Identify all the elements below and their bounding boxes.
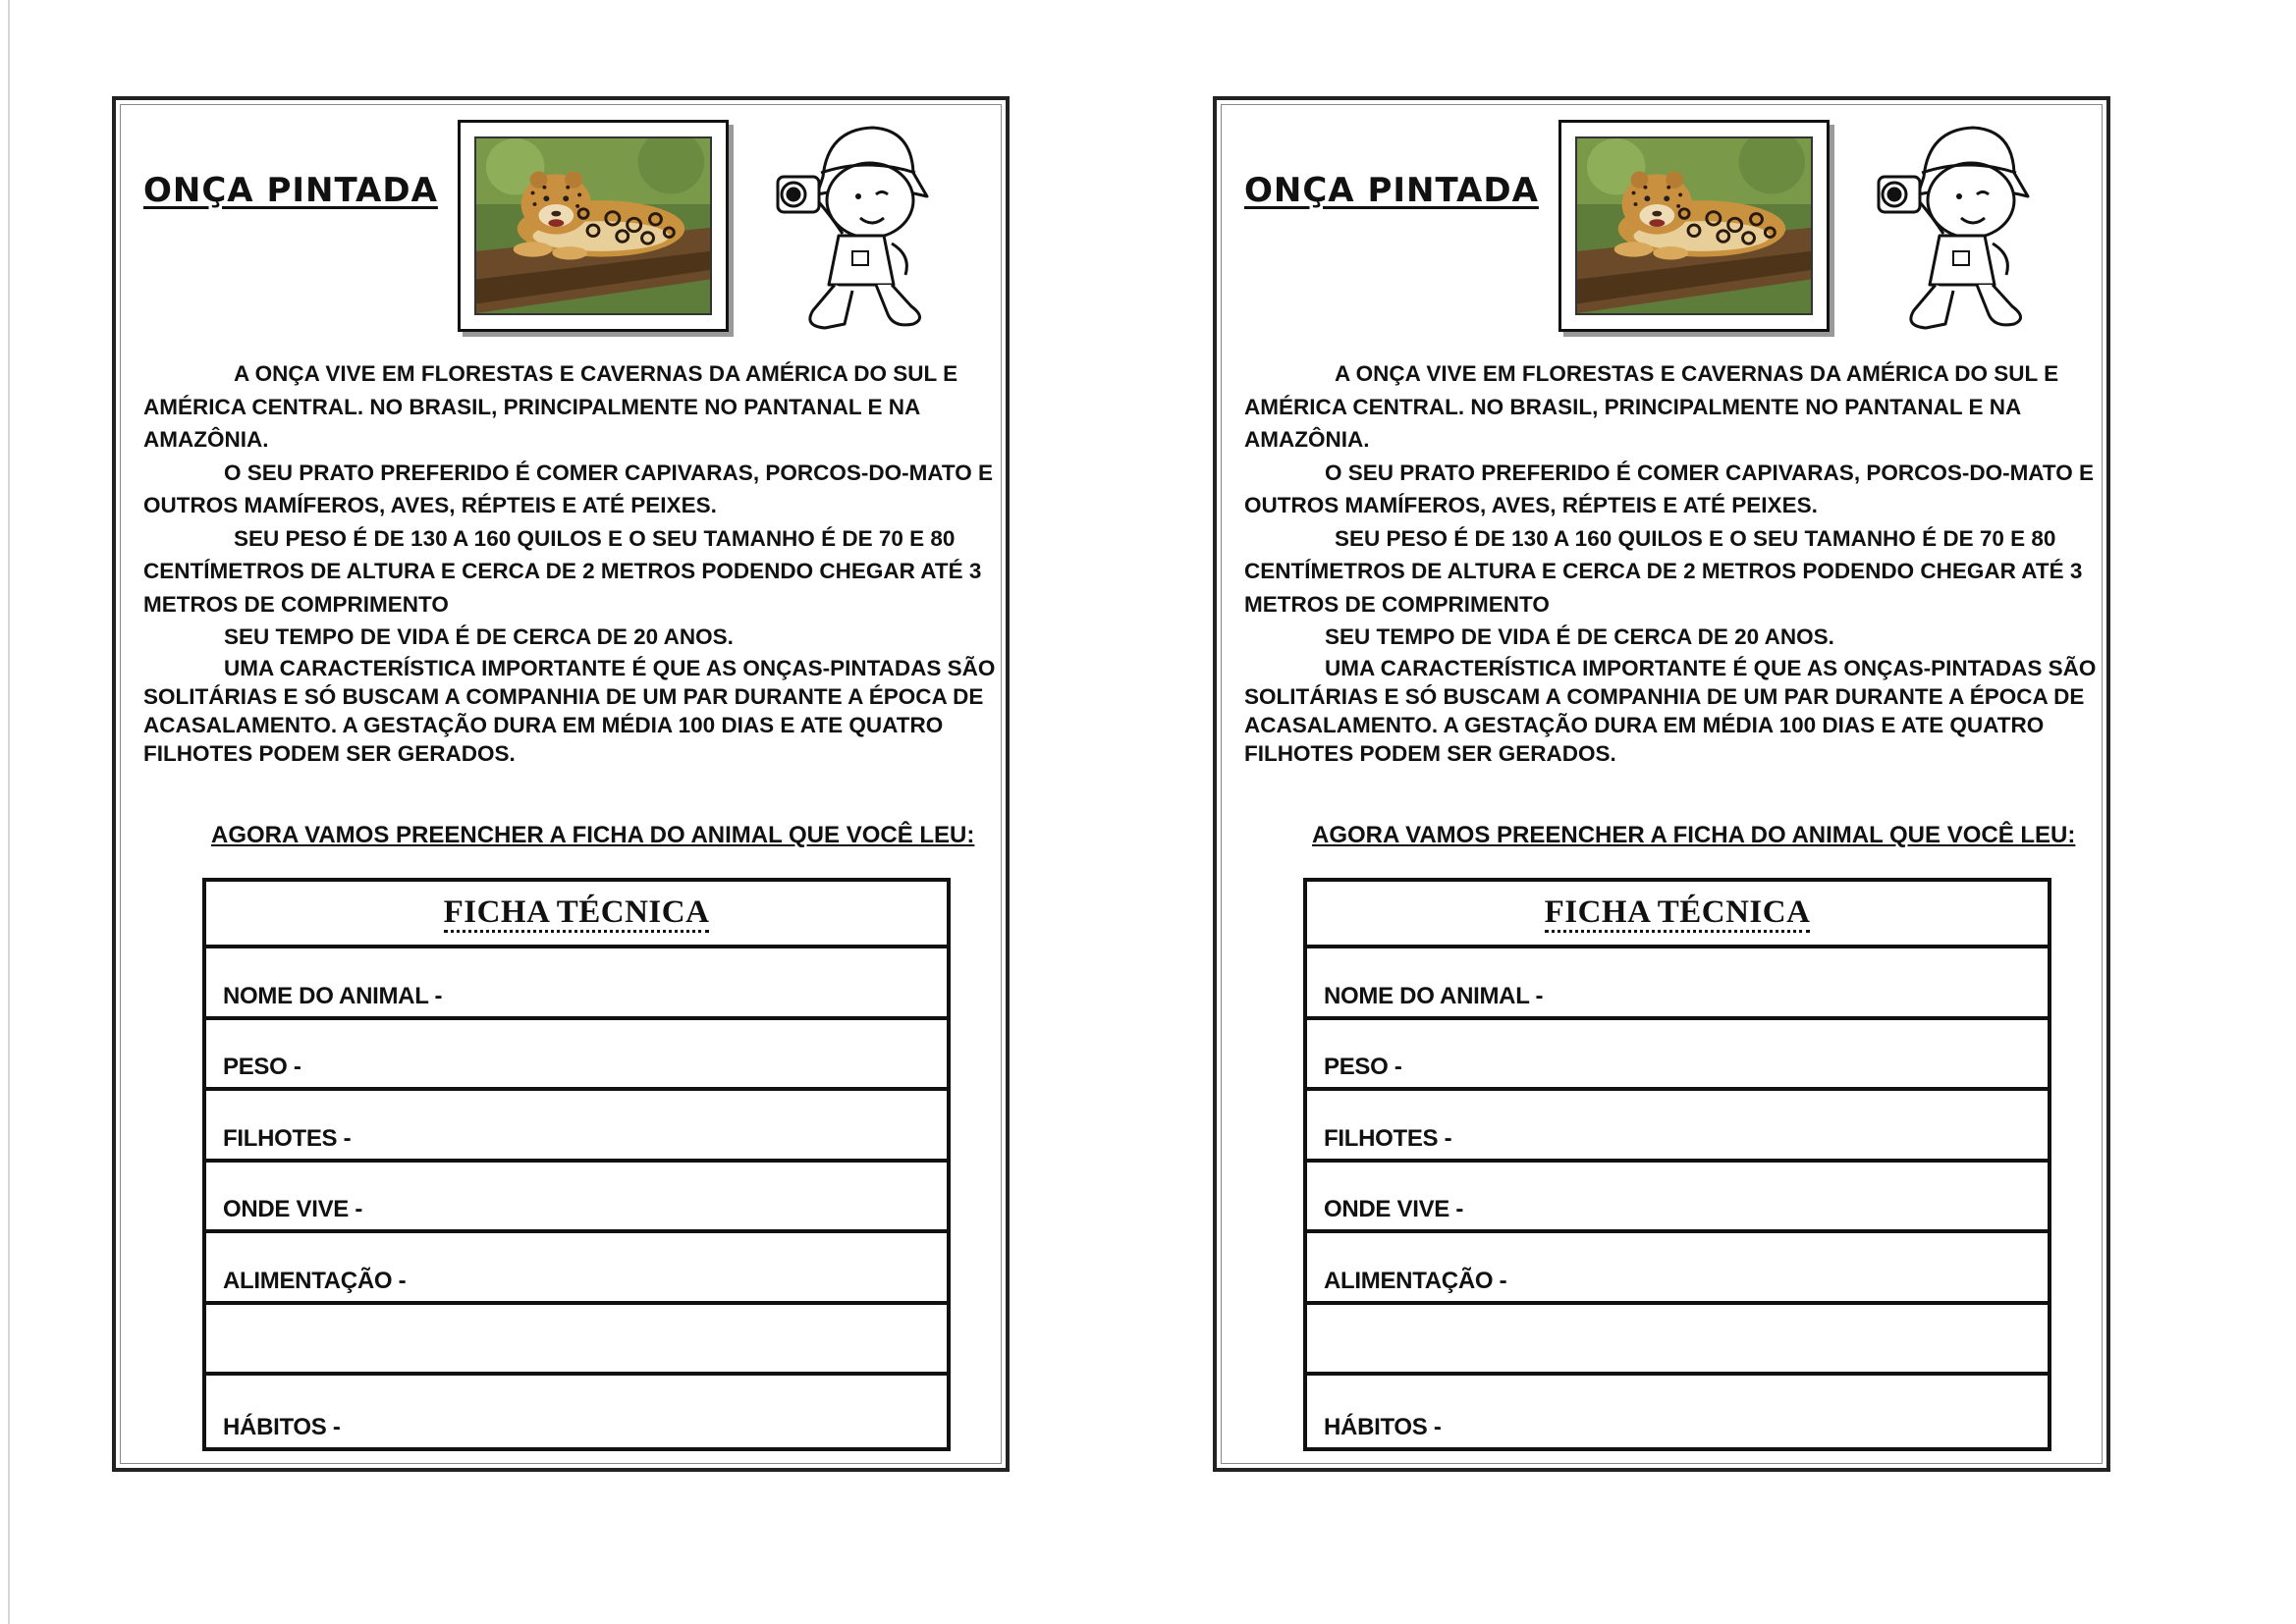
field-nome-do-animal[interactable]: NOME DO ANIMAL - — [206, 948, 947, 1020]
field-habitos[interactable]: HÁBITOS - — [223, 1413, 341, 1440]
paragraph-lifespan: SEU TEMPO DE VIDA É DE CERCA DE 20 ANOS. — [1325, 624, 1834, 649]
ficha-heading-label: FICHA TÉCNICA — [1545, 894, 1811, 933]
ficha-heading — [206, 882, 947, 948]
paragraph-diet: O SEU PRATO PREFERIDO É COMER CAPIVARAS, PORCOS-DO-MATO E OUTROS MAMÍFEROS, AVES, RÉPTEIS E ATÉ PEIXES. — [143, 460, 993, 517]
instruction-heading: AGORA VAMOS PREENCHER A FICHA DO ANIMAL QUE VOCÊ LEU: — [1312, 822, 2076, 848]
paragraph-habitat: A ONÇA VIVE EM FLORESTAS E CAVERNAS DA AMÉRICA DO SUL E AMÉRICA CENTRAL. NO BRASIL, PRINCIPALMENTE NO PANTANAL E NA AMAZÔNIA. — [1244, 361, 2059, 452]
article-text — [143, 357, 1008, 768]
worksheet-title: ONÇA PINTADA — [1244, 171, 1539, 210]
paragraph-size: SEU PESO É DE 130 A 160 QUILOS E O SEU TAMANHO É DE 70 E 80 CENTÍMETROS DE ALTURA E CERCA DE 2 METROS PODENDO CHEGAR ATÉ 3 METROS DE COMPRIMENTO — [143, 525, 982, 617]
field-peso[interactable]: PESO - — [1307, 1020, 2048, 1092]
jaguar-photo — [1575, 136, 1813, 315]
field-filhotes[interactable]: FILHOTES - — [206, 1091, 947, 1163]
ficha-heading-label: FICHA TÉCNICA — [444, 894, 710, 933]
jaguar-photo-frame — [458, 120, 729, 332]
worksheet-title: ONÇA PINTADA — [143, 171, 438, 210]
field-blank-line[interactable] — [206, 1305, 947, 1377]
instruction-heading: AGORA VAMOS PREENCHER A FICHA DO ANIMAL QUE VOCÊ LEU: — [211, 822, 975, 848]
worksheet-left — [112, 96, 1010, 1472]
worksheet-right — [1213, 96, 2110, 1472]
field-peso[interactable]: PESO - — [206, 1020, 947, 1092]
field-onde-vive[interactable]: ONDE VIVE - — [1307, 1163, 2048, 1234]
explorer-with-camera-icon — [774, 118, 936, 334]
explorer-with-camera-icon — [1875, 118, 2037, 334]
field-onde-vive[interactable]: ONDE VIVE - — [206, 1163, 947, 1234]
field-nome-do-animal[interactable]: NOME DO ANIMAL - — [1307, 948, 2048, 1020]
scan-edge-line — [8, 0, 10, 1624]
field-habitos[interactable]: HÁBITOS - — [1324, 1413, 1442, 1440]
paragraph-habitat: A ONÇA VIVE EM FLORESTAS E CAVERNAS DA AMÉRICA DO SUL E AMÉRICA CENTRAL. NO BRASIL, PRINCIPALMENTE NO PANTANAL E NA AMAZÔNIA. — [143, 361, 958, 452]
jaguar-photo-frame — [1558, 120, 1830, 332]
paragraph-diet: O SEU PRATO PREFERIDO É COMER CAPIVARAS, PORCOS-DO-MATO E OUTROS MAMÍFEROS, AVES, RÉPTEIS E ATÉ PEIXES. — [1244, 460, 2094, 517]
paragraph-behavior: UMA CARACTERÍSTICA IMPORTANTE É QUE AS ONÇAS-PINTADAS SÃO SOLITÁRIAS E SÓ BUSCAM A COMPANHIA DE UM PAR DURANTE A ÉPOCA DE ACASALAMENTO. A GESTAÇÃO DURA EM MÉDIA 100 DIAS E ATE QUATRO FILHOTES PODEM SER GERADOS. — [1244, 655, 2097, 766]
article-text — [1244, 357, 2108, 768]
paragraph-size: SEU PESO É DE 130 A 160 QUILOS E O SEU TAMANHO É DE 70 E 80 CENTÍMETROS DE ALTURA E CERCA DE 2 METROS PODENDO CHEGAR ATÉ 3 METROS DE COMPRIMENTO — [1244, 525, 2083, 617]
ficha-tecnica-table — [202, 878, 951, 1451]
jaguar-photo — [474, 136, 712, 315]
paragraph-lifespan: SEU TEMPO DE VIDA É DE CERCA DE 20 ANOS. — [224, 624, 734, 649]
field-blank-line[interactable] — [1307, 1305, 2048, 1377]
field-alimentacao[interactable]: ALIMENTAÇÃO - — [1307, 1233, 2048, 1305]
ficha-heading — [1307, 882, 2048, 948]
ficha-tecnica-table — [1303, 878, 2051, 1451]
field-alimentacao[interactable]: ALIMENTAÇÃO - — [206, 1233, 947, 1305]
field-filhotes[interactable]: FILHOTES - — [1307, 1091, 2048, 1163]
paragraph-behavior: UMA CARACTERÍSTICA IMPORTANTE É QUE AS ONÇAS-PINTADAS SÃO SOLITÁRIAS E SÓ BUSCAM A COMPANHIA DE UM PAR DURANTE A ÉPOCA DE ACASALAMENTO. A GESTAÇÃO DURA EM MÉDIA 100 DIAS E ATE QUATRO FILHOTES PODEM SER GERADOS. — [143, 655, 996, 766]
